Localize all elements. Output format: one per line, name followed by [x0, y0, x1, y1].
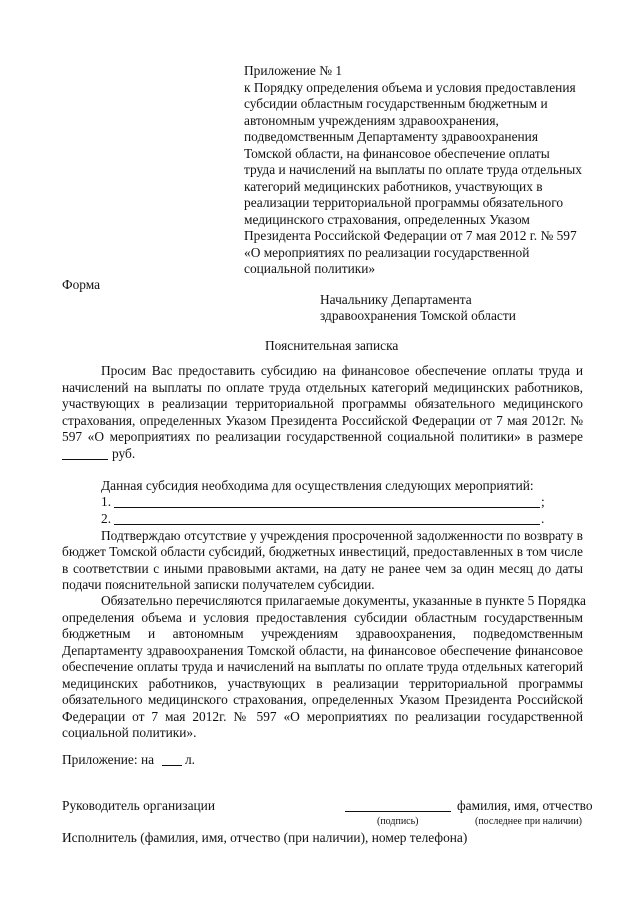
paragraph-line: 597 «О мероприятиях по реализации государственной социальной политики» в размере — [62, 429, 583, 444]
paragraph-line: участвующих в реализации территориальной программы обязательного медицинского — [62, 396, 583, 411]
appendix-header-line: категорий медицинских работников, участвующих в — [244, 179, 543, 194]
measure-2-blank[interactable] — [114, 524, 540, 525]
addressee-line: Начальнику Департамента — [320, 292, 472, 307]
paragraph-line: подачи пояснительной записки получателем субсидии. — [62, 577, 375, 592]
paragraph-line: обязательного медицинского страхования, определенных Указом Президента Российской — [62, 692, 583, 707]
signature-caption: (подпись) — [377, 816, 419, 827]
appendix-header-line: Президента Российской Федерации от 7 мая 2012 г. № 597 — [244, 228, 577, 243]
measure-number: 2. — [101, 511, 112, 526]
appendix-header-line: медицинского страхования, определенных Указом — [244, 212, 530, 227]
attachment-prefix: Приложение: на — [62, 752, 155, 767]
attachment-suffix: л. — [185, 752, 196, 767]
paragraph-line: бюджет Томской области субсидий, бюджетных инвестиций, предоставленных в том числе — [62, 544, 583, 559]
measure-1-end: ; — [541, 494, 545, 509]
paragraph-line: определения объема и условия предоставления субсидии областным государственным — [62, 610, 583, 625]
appendix-header-line: социальной политики» — [244, 261, 376, 276]
appendix-header-line: к Порядку определения объема и условия предоставления — [244, 80, 576, 95]
paragraph-line: бюджетным и автономным учреждениям здравоохранения, подведомственным — [62, 626, 583, 641]
addressee-line: здравоохранения Томской области — [320, 308, 516, 323]
paragraph-line: Федерации от 7 мая 2012г. № 597 «О мероприятиях по реализации государственной — [62, 709, 583, 724]
name-caption: (последнее при наличии) — [475, 816, 582, 827]
appendix-header-line: субсидии областным государственным бюджетным и — [244, 96, 548, 111]
paragraph-line: социальной политики». — [62, 725, 197, 740]
amount-suffix: руб. — [112, 446, 136, 461]
appendix-header-line: «О мероприятиях по реализации государственной — [244, 245, 530, 260]
attachment-pages-blank[interactable] — [162, 765, 182, 766]
paragraph-line: Просим Вас предоставить субсидию на финансовое обеспечение оплаты труда и — [101, 363, 583, 378]
appendix-header-line: труда и начислений на выплаты по оплате труда отдельных — [244, 162, 582, 177]
measure-1-blank[interactable] — [114, 507, 540, 508]
signature-blank[interactable] — [345, 811, 451, 812]
measure-number: 1. — [101, 494, 112, 509]
appendix-header-line: автономным учреждениям здравоохранения, — [244, 113, 499, 128]
head-label: Руководитель организации — [62, 798, 216, 813]
paragraph-line: Подтверждаю отсутствие у учреждения просроченной задолженности по возврату в — [101, 528, 583, 543]
amount-blank[interactable] — [62, 459, 108, 460]
form-label: Форма — [62, 277, 101, 292]
measure-2-end: . — [541, 511, 545, 526]
paragraph-line: страхования, определенных Указом Президента Российской Федерации от 7 мая 2012г. № — [62, 413, 583, 428]
executor-line: Исполнитель (фамилия, имя, отчество (при наличии), номер телефона) — [62, 830, 468, 845]
paragraph-line: начислений на выплаты по оплате труда отдельных категорий медицинских работников, — [62, 380, 583, 395]
paragraph-line: в соответствии с иными правовыми актами, на дату не ранее чем за один месяц до даты — [62, 561, 583, 576]
paragraph-line: обеспечение оплаты труда и начислений на выплаты по оплате труда отдельных категорий — [62, 659, 583, 674]
paragraph-line: Обязательно перечисляются прилагаемые документы, указанные в пункте 5 Порядка — [101, 593, 586, 608]
paragraph-line: медицинских работников, участвующих в реализации территориальной программы — [62, 676, 583, 691]
paragraph-line: Департаменту здравоохранения Томской области, на финансовое обеспечение финансовое — [62, 643, 583, 658]
appendix-header-line: подведомственным Департаменту здравоохранения — [244, 129, 539, 144]
appendix-header-line: реализации территориальной программы обязательного — [244, 195, 564, 210]
appendix-header-line: Томской области, на финансовое обеспечение оплаты — [244, 146, 550, 161]
document-title: Пояснительная записка — [265, 338, 399, 353]
name-label: фамилия, имя, отчество — [457, 798, 593, 813]
appendix-number: Приложение № 1 — [244, 63, 343, 78]
measures-intro: Данная субсидия необходима для осуществления следующих мероприятий: — [101, 478, 534, 493]
